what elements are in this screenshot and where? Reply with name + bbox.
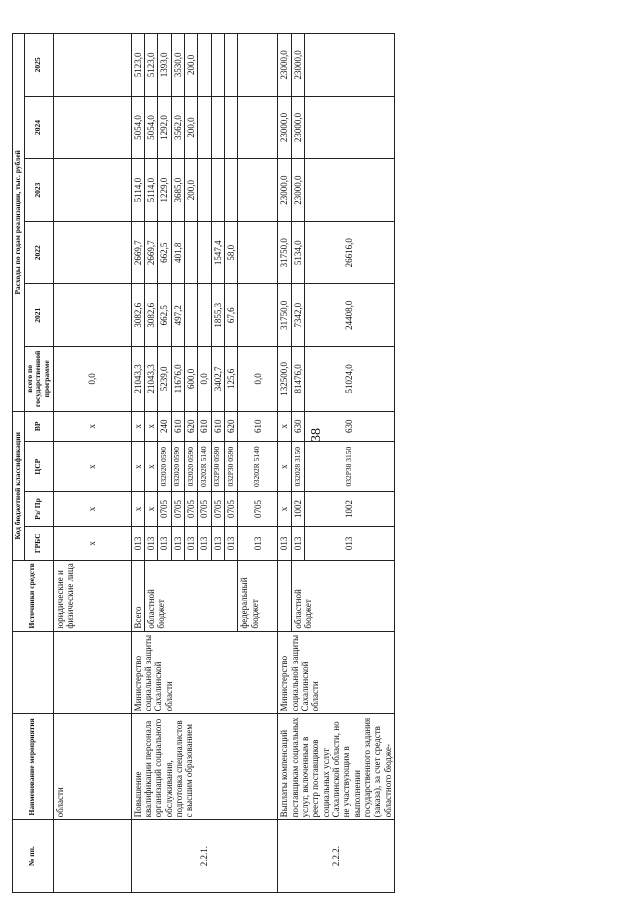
cell-total: 51024,0 <box>305 347 395 412</box>
cell-grbs: 013 <box>184 526 197 560</box>
cell-source: федеральный бюджет <box>238 560 278 631</box>
cell-total: 600,0 <box>184 347 197 412</box>
cell-2024 <box>305 96 395 159</box>
cell-2025: 23000,0 <box>291 34 304 97</box>
cell-2025: 5123,0 <box>144 34 157 97</box>
cell-2024 <box>211 96 224 159</box>
cell-total: 21043,3 <box>144 347 157 412</box>
cell-2025 <box>305 34 395 97</box>
cell-no: 2.2.2. <box>278 820 395 893</box>
cell-vr: 630 <box>291 411 304 441</box>
budget-table <box>12 33 395 893</box>
header-2022: 2022 <box>24 221 53 284</box>
cell-2023: 1229,0 <box>158 159 171 222</box>
cell-csr: х <box>53 441 131 491</box>
cell-2024 <box>198 96 211 159</box>
cell-2025 <box>224 34 237 97</box>
header-years: Расходы по годам реализации, тыс. рублей <box>13 34 25 412</box>
header-rzpr: Рз/ Пр <box>24 492 53 526</box>
cell-csr: х <box>278 441 291 491</box>
cell-2021 <box>198 284 211 347</box>
cell-name: области <box>53 714 131 820</box>
cell-2022 <box>238 221 278 284</box>
cell-csr: х <box>131 441 144 491</box>
cell-grbs: 013 <box>211 526 224 560</box>
cell-total: 11676,0 <box>171 347 184 412</box>
cell-rzpr: х <box>131 492 144 526</box>
header-grbs: ГРБС <box>24 526 53 560</box>
cell-2023: 5114,0 <box>144 159 157 222</box>
cell-2025 <box>211 34 224 97</box>
header-csr: ЦСР <box>24 441 53 491</box>
cell-vr: х <box>278 411 291 441</box>
header-total: всего по государственной программе <box>24 347 53 412</box>
cell-rzpr: х <box>278 492 291 526</box>
header-source: Источники средств <box>13 560 54 631</box>
cell-2024 <box>238 96 278 159</box>
header-no: № пп. <box>13 820 54 893</box>
cell-2025: 1393,0 <box>158 34 171 97</box>
cell-2023 <box>53 159 131 222</box>
cell-rzpr: 0705 <box>184 492 197 526</box>
cell-2022 <box>53 221 131 284</box>
cell-2022: 26616,0 <box>305 221 395 284</box>
cell-name: Выплаты компенсаций поставщикам социальных услуг, включенным в реестр поставщиков социальных услуг Сахалинской области, но не участвующим в выполнении государственного задания (заказа), за счет средств областного бюдже- <box>278 714 395 820</box>
cell-grbs: 013 <box>171 526 184 560</box>
cell-2023 <box>198 159 211 222</box>
cell-2022: 401,8 <box>171 221 184 284</box>
cell-csr: 03202R 5140 <box>198 441 211 491</box>
cell-2022 <box>198 221 211 284</box>
cell-vr: х <box>131 411 144 441</box>
cell-vr: 620 <box>224 411 237 441</box>
cell-2021: 3082,6 <box>144 284 157 347</box>
cell-2024: 200,0 <box>184 96 197 159</box>
cell-vr: 240 <box>158 411 171 441</box>
cell-2021 <box>53 284 131 347</box>
cell-source: юридические и физические лица <box>53 560 131 631</box>
cell-2021: 24408,0 <box>305 284 395 347</box>
table-row <box>278 34 291 893</box>
cell-2024: 23000,0 <box>278 96 291 159</box>
cell-source: Всего <box>131 560 144 631</box>
cell-2025 <box>198 34 211 97</box>
header-2023: 2023 <box>24 159 53 222</box>
cell-executor: Министерство социальной защиты Сахалинской области <box>278 631 395 714</box>
cell-rzpr: 0705 <box>158 492 171 526</box>
cell-grbs: 013 <box>158 526 171 560</box>
cell-2021: 1855,3 <box>211 284 224 347</box>
cell-rzpr: 0705 <box>211 492 224 526</box>
cell-rzpr: 0705 <box>171 492 184 526</box>
cell-2025: 23000,0 <box>278 34 291 97</box>
cell-csr: 032020 0590 <box>184 441 197 491</box>
cell-2024: 1292,0 <box>158 96 171 159</box>
cell-2025 <box>238 34 278 97</box>
cell-grbs: 013 <box>305 526 395 560</box>
cell-2022: 2669,7 <box>131 221 144 284</box>
cell-2024 <box>53 96 131 159</box>
header-vr: ВР <box>24 411 53 441</box>
cell-rzpr: 1002 <box>291 492 304 526</box>
cell-2021: 31750,0 <box>278 284 291 347</box>
cell-executor <box>53 631 131 714</box>
cell-2021: 497,2 <box>171 284 184 347</box>
cell-grbs: 013 <box>198 526 211 560</box>
cell-2024 <box>224 96 237 159</box>
cell-2021: 662,5 <box>158 284 171 347</box>
cell-csr: 03202R 5140 <box>238 441 278 491</box>
cell-2025: 3530,0 <box>171 34 184 97</box>
cell-2021: 67,6 <box>224 284 237 347</box>
cell-total: 3402,7 <box>211 347 224 412</box>
cell-csr: 032020 0590 <box>171 441 184 491</box>
cell-vr: х <box>53 411 131 441</box>
cell-2021 <box>238 284 278 347</box>
cell-rzpr: х <box>144 492 157 526</box>
cell-2023: 23000,0 <box>291 159 304 222</box>
cell-csr: х <box>144 441 157 491</box>
cell-2021 <box>184 284 197 347</box>
header-kbk: Код бюджетной классификации <box>13 411 25 560</box>
table-row <box>131 34 144 893</box>
cell-2022: 5134,0 <box>291 221 304 284</box>
cell-total: 0,0 <box>198 347 211 412</box>
cell-2024: 23000,0 <box>291 96 304 159</box>
cell-2024: 5054,0 <box>144 96 157 159</box>
cell-2022 <box>184 221 197 284</box>
cell-grbs: 013 <box>224 526 237 560</box>
cell-rzpr: х <box>53 492 131 526</box>
cell-2023 <box>238 159 278 222</box>
cell-grbs: х <box>53 526 131 560</box>
cell-2023 <box>211 159 224 222</box>
cell-vr: х <box>144 411 157 441</box>
page-number: 38 <box>309 428 324 442</box>
cell-2021: 3082,6 <box>131 284 144 347</box>
rotated-table-wrapper <box>12 13 612 893</box>
cell-csr: 032020 0590 <box>158 441 171 491</box>
cell-2024: 3562,0 <box>171 96 184 159</box>
cell-2021: 7342,0 <box>291 284 304 347</box>
cell-vr: 610 <box>198 411 211 441</box>
cell-2023: 5114,0 <box>131 159 144 222</box>
cell-2024: 5054,0 <box>131 96 144 159</box>
cell-grbs: 013 <box>238 526 278 560</box>
header-2021: 2021 <box>24 284 53 347</box>
cell-total: 21043,3 <box>131 347 144 412</box>
cell-csr: 032P30 0590 <box>224 441 237 491</box>
cell-vr: 610 <box>171 411 184 441</box>
header-name: Наименование мероприятия <box>13 714 54 820</box>
cell-total: 81476,0 <box>291 347 304 412</box>
cell-no <box>53 820 131 893</box>
cell-2023: 200,0 <box>184 159 197 222</box>
cell-total: 5239,0 <box>158 347 171 412</box>
cell-source: областной бюджет <box>291 560 394 631</box>
cell-source: областной бюджет <box>144 560 237 631</box>
cell-grbs: 013 <box>131 526 144 560</box>
header-2024: 2024 <box>24 96 53 159</box>
cell-2022: 2669,7 <box>144 221 157 284</box>
cell-csr: 032P30 0590 <box>211 441 224 491</box>
cell-2022: 1547,4 <box>211 221 224 284</box>
cell-name: Повышение квалификации персонала организаций социального обслуживания, подготовка специалистов с высшим образованием <box>131 714 278 820</box>
cell-csr: 032P38 3150 <box>305 441 395 491</box>
cell-csr: 032028 3150 <box>291 441 304 491</box>
cell-total: 0,0 <box>53 347 131 412</box>
cell-2022: 31750,0 <box>278 221 291 284</box>
cell-source <box>278 560 291 631</box>
cell-grbs: 013 <box>144 526 157 560</box>
cell-rzpr: 0705 <box>238 492 278 526</box>
cell-grbs: 013 <box>291 526 304 560</box>
header-executor <box>13 631 54 714</box>
cell-2022: 58,0 <box>224 221 237 284</box>
cell-2023 <box>224 159 237 222</box>
cell-vr: 610 <box>238 411 278 441</box>
cell-2025 <box>53 34 131 97</box>
cell-rzpr: 1002 <box>305 492 395 526</box>
table-row <box>53 34 131 893</box>
cell-executor: Министерство социальной защиты Сахалинской области <box>131 631 278 714</box>
cell-vr: 630 <box>305 411 395 441</box>
cell-2022: 662,5 <box>158 221 171 284</box>
cell-2023: 3685,0 <box>171 159 184 222</box>
cell-rzpr: 0705 <box>224 492 237 526</box>
header-2025: 2025 <box>24 34 53 97</box>
cell-no: 2.2.1. <box>131 820 278 893</box>
cell-2023: 23000,0 <box>278 159 291 222</box>
cell-vr: 620 <box>184 411 197 441</box>
cell-grbs: 013 <box>278 526 291 560</box>
cell-vr: 610 <box>211 411 224 441</box>
cell-total: 125,6 <box>224 347 237 412</box>
cell-2023 <box>305 159 395 222</box>
cell-2025: 200,0 <box>184 34 197 97</box>
cell-total: 132500,0 <box>278 347 291 412</box>
cell-rzpr: 0705 <box>198 492 211 526</box>
cell-total: 0,0 <box>238 347 278 412</box>
cell-2025: 5123,0 <box>131 34 144 97</box>
